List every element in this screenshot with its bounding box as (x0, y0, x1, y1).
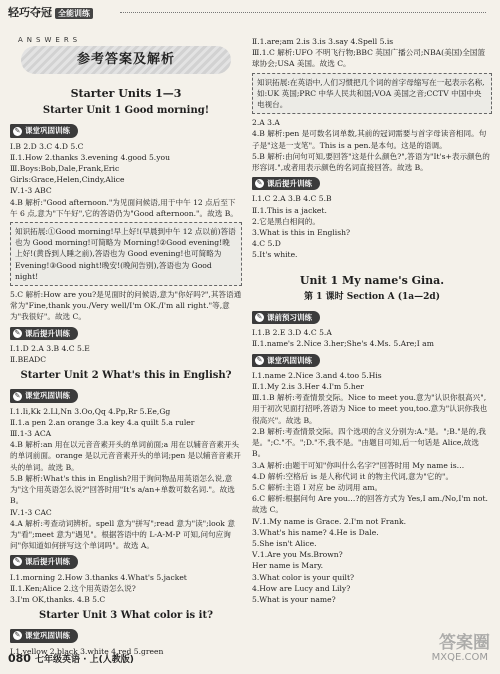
page-header (0, 0, 500, 26)
answer-line: Ⅰ.B 2.D 3.C 4.D 5.C (10, 141, 84, 151)
pen-icon: ✎ (256, 179, 263, 188)
answer-line: Girls:Grace,Helen,Cindy,Alice (10, 175, 125, 185)
starter-unit1-title: Starter Unit 1 Good morning! (42, 105, 210, 117)
pen-icon: ✎ (14, 631, 21, 640)
answer-line: 5.C 解析:How are you?是见面时的问候语,意为"你好吗?",其答语通常为"Fine,thank you./Very well/I'm OK./I'm all right."等,意为"我很好"。故选 C。 (10, 290, 242, 322)
answer-line: Ⅲ.1.C 解析:UFO 不明飞行物;BBC 英国广播公司;NBA(美国)全国篮球协会;USA 美国。故选 C。 (252, 48, 486, 69)
answer-line: 3.What's his name? 4.He is Dale. (252, 527, 379, 537)
answer-line: Ⅴ.1.Are you Ms.Brown? (252, 550, 343, 560)
preview-answers (252, 327, 492, 349)
answer-line: 3.What color is your quilt? (252, 572, 355, 582)
consolidate-label: ✎ 课堂巩固训练 (10, 389, 78, 402)
knowledge-tip-box (252, 73, 492, 115)
header-divider (120, 12, 486, 13)
unit1-answers (10, 141, 242, 219)
answer-line: 2.它是黑白相间的。 (252, 216, 320, 226)
answer-line: Ⅲ.1-3 ACA (10, 429, 52, 439)
answers-label: ANSWERS (18, 36, 82, 44)
lesson-title: 第 1 课时 Section A (1a—2d) (304, 291, 440, 302)
starter-unit3-title: Starter Unit 3 What color is it? (39, 610, 213, 622)
pen-icon: ✎ (256, 313, 263, 322)
unit3-continued (252, 36, 492, 70)
answer-line: 5.B 解析:What's this in English?用于询问物品用英语怎么说,意为"这个用英语怎么说?"回答时用"It's a/an+单数可数名词."。故选 B。 (10, 473, 238, 506)
watermark-logo: 答案圈 (439, 633, 490, 653)
answer-line: 4.How are Lucy and Lily? (252, 583, 351, 593)
answer-line: Ⅱ.1.a pen 2.an orange 3.a key 4.a quilt 5.a ruler (10, 417, 195, 427)
left-column (10, 46, 242, 657)
unit1-more-answers (10, 289, 242, 323)
answer-line: Ⅳ.1-3 ABC (10, 186, 52, 196)
improve-label: ✎ 课后提升训练 (10, 327, 78, 340)
pen-icon: ✎ (14, 557, 21, 566)
answer-line: Ⅰ.1.yellow 2.black 3.white 4.red 5.green (10, 646, 164, 656)
starter-units-title: Starter Units 1—3 (70, 87, 182, 100)
unit1-improve-answers (10, 343, 242, 365)
unit1-title: Unit 1 My name's Gina. (299, 273, 445, 287)
answer-line: Ⅲ.Boys:Bob,Dale,Frank,Eric (10, 164, 120, 174)
answer-line: Ⅳ.1.My name is Grace. 2.I'm not Frank. (252, 516, 406, 526)
answer-line: 5.It's white. (252, 250, 298, 260)
knowledge-tip-box (10, 222, 242, 286)
unit2-answers (10, 406, 242, 552)
preview-label: ✎ 课前预习训练 (252, 311, 320, 324)
consolidate-label: ✎ 课堂巩固训练 (10, 124, 78, 137)
answer-line: 4.B 解析:an 用在以元音音素开头的单词前面;a 用在以辅音音素开头的单词前面。orange 是以元音音素开头的单词;pen 是以辅音音素开头的单词。故选 B。 (10, 440, 241, 472)
answer-line: Ⅱ.1.How 2.thanks 3.evening 4.good 5.you (10, 152, 170, 162)
answer-line: Ⅰ.1.name 2.Nice 3.and 4.too 5.His (252, 370, 382, 380)
brand-tag: 全能训练 (55, 8, 93, 19)
answer-line: 4.B 解析:pen 是可数名词单数,其前的冠词需要与首字母读音相同。句子是"这是一支笔"。This is a pen.是本句。这是的语调。 (252, 129, 487, 150)
consolidate-answers (252, 370, 492, 605)
improve-label: ✎ 课后提升训练 (10, 555, 78, 568)
answer-line: 3.A 解析:由题干可知"你叫什么名字?"回答时用 My name is… (252, 460, 465, 470)
answer-line: 知识拓展:①Good morning!早上好!(早晨到中午 12 点以前)答语也为 Good morning!可简略为 Morning!②Good evening!晚上好!(黄昏到人睡之前),答语也为 Good evening!也可简略为 Evening!③Good night!晚安!(晚间告别),答语也为 Good night! (15, 227, 236, 281)
pen-icon: ✎ (14, 391, 21, 400)
brand-logo (8, 4, 93, 20)
answer-line: 3.I'm OK,thanks. 4.B 5.C (10, 594, 106, 604)
improve-label: ✎ 课后提升训练 (252, 177, 320, 190)
answer-line: 3.What is this in English? (252, 228, 351, 238)
answer-line: 4.B 解析:"Good afternoon."为见面问候语,用于中午 12 点后至下午 6 点,意为"下午好",它的答语仍为"Good afternoon."。故选 B。 (10, 197, 238, 218)
page-footer (8, 652, 134, 665)
pen-icon: ✎ (256, 355, 263, 364)
answer-line: Ⅰ.1.D 2.A 3.B 4.C 5.E (10, 343, 90, 353)
answer-line: Ⅱ.1.My 2.is 3.Her 4.I'm 5.her (252, 382, 364, 392)
brand-name: 轻巧夺冠 (8, 6, 52, 19)
answer-line: Ⅱ.1.are;am 2.is 3.is 3.say 4.Spell 5.is (252, 37, 394, 46)
starter-unit2-title: Starter Unit 2 What's this in English? (20, 370, 232, 382)
page-number: 080 (8, 652, 31, 665)
consolidate-label: ✎ 课堂巩固训练 (252, 354, 320, 367)
answer-line: 知识拓展:在英语中,人们习惯把几个词的首字母缩写在一起表示名称,如:UK 英国;PRC 中华人民共和国;VOA 美国之音;CCTV 中国中央电视台。 (257, 77, 485, 110)
answer-line: Ⅱ.1.name's 2.Nice 3.her;She's 4.Ms. 5.Are;I am (252, 339, 434, 349)
answer-line: Ⅱ.BEADC (10, 355, 47, 365)
answer-line: 2.B 解析:考查情景交际。四个选项的含义分别为:A."是。";B."是的,我是。";C."不。";D."不,我不是。"由题目可知,后一句话是 Alice,故选 B。 (252, 426, 486, 459)
answer-line: Ⅳ.1-3 CAC (10, 507, 52, 517)
answer-line: Ⅱ.1.Ken;Alice 2.这个用英语怎么说? (10, 583, 136, 593)
answer-line: Ⅲ.1.B 解析:考查情景交际。Nice to meet you.意为"认识你很高兴",用于初次见面打招呼,答语为 Nice to meet you,too.意为"认识你我也很高兴"。故选 B。 (252, 393, 488, 425)
answer-line: Ⅰ.1.Ii,Kk 2.Ll,Nn 3.Oo,Qq 4.Pp,Rr 5.Ee,Gg (10, 406, 171, 416)
consolidate-label: ✎ 课堂巩固训练 (10, 629, 78, 642)
answer-line: Ⅰ.1.morning 2.How 3.thanks 4.What's 5.jacket (10, 572, 187, 582)
answer-line: Ⅰ.1.B 2.E 3.D 4.C 5.A (252, 328, 332, 338)
answer-line: 5.C 解析:主语 I 对应 be 动词用 am。 (252, 482, 383, 492)
answer-line: 6.C 解析:根据问句 Are you…?的回答方式为 Yes,I am./No,I'm not.故选 C。 (252, 494, 488, 515)
answer-line: 5.She isn't Alice. (252, 538, 317, 548)
unit2-improve-answers (10, 572, 242, 606)
answer-line: Ⅱ.1.This is a jacket. (252, 205, 327, 215)
unit3-improve-answers (252, 193, 492, 260)
book-label: 七年级英语 · 上(人教版) (34, 655, 134, 665)
answer-line: 2.A 3.A (252, 118, 280, 128)
watermark-url: MXQE.COM (431, 652, 488, 663)
pen-icon: ✎ (14, 126, 21, 135)
answer-line: 5.B 解析:由问句可知,要回答"这是什么颜色?",答语为"It's+表示颜色的形容词.",或者用表示颜色的名词直接回答。故选 B。 (252, 151, 490, 173)
answer-line: Ⅰ.1.C 2.A 3.B 4.C 5.B (252, 194, 332, 204)
unit3-more (252, 117, 492, 173)
answer-line: 4.D 解析:空格后 is 是人称代词 it 的物主代词,意为"它的"。 (252, 471, 454, 481)
right-column (252, 36, 492, 605)
answer-line: Her name is Mary. (252, 561, 324, 571)
pen-icon: ✎ (14, 328, 21, 337)
answer-line: 4.C 5.D (252, 239, 281, 249)
section-banner: 参考答案及解析 (21, 46, 231, 74)
answer-line: 5.What is your name? (252, 594, 336, 604)
answer-line: 4.A 解析:考查动词辨析。spell 意为"拼写";read 意为"读";look 意为"看";meet 意为"遇见"。根据答语中的 L-A-M-P 可知,问句应询问"你知道如何拼写这个单词吗"。故选 A。 (10, 518, 235, 551)
